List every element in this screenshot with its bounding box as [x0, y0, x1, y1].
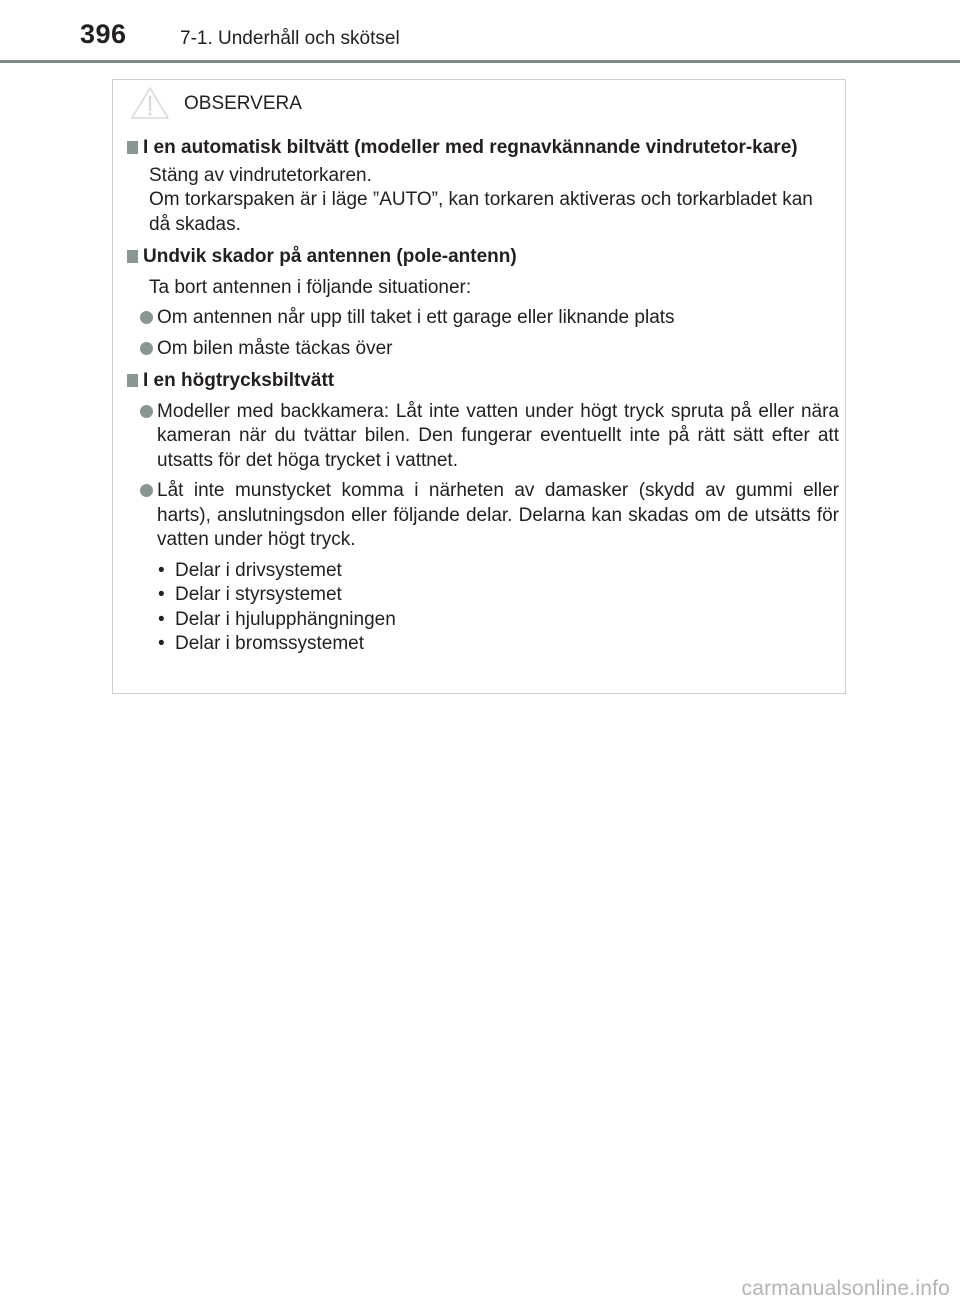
list-item: Modeller med backkamera: Låt inte vatten under högt tryck spruta på eller nära kameran när du tvättar bilen. Den fungerar eventuellt inte på rätt sätt efter att utsatts för det höga trycket i vattnet. — [127, 400, 839, 474]
section-heading: I en automatisk biltvätt (modeller med regnavkännande vindrutetor-kare) — [127, 136, 839, 161]
paragraph: Ta bort antennen i följande situationer: — [149, 276, 472, 298]
header-rule — [0, 60, 960, 63]
section-antenna — [127, 245, 839, 361]
section-car-wash — [127, 136, 839, 237]
notice-title: OBSERVERA — [184, 93, 302, 114]
sub-list-item: • Delar i styrsystemet — [158, 584, 342, 605]
list-item: Låt inte munstycket komma i närheten av damasker (skydd av gummi eller harts), anslutningsdon eller följande delar. Delarna kan skadas om de utsätts för vatten under högt tryck. — [127, 479, 839, 553]
sub-list-item: • Delar i bromssystemet — [158, 633, 364, 654]
notice-box — [112, 79, 846, 694]
list-item: Om bilen måste täckas över — [127, 337, 839, 362]
notice-body — [127, 136, 839, 662]
square-bullet-icon — [127, 374, 138, 387]
square-bullet-icon — [127, 141, 138, 154]
round-bullet-icon — [140, 484, 153, 497]
chapter-title: 7-1. Underhåll och skötsel — [180, 28, 400, 49]
list-item: Om antennen når upp till taket i ett garage eller liknande plats — [127, 306, 839, 331]
sub-list-item: • Delar i hjulupphängningen — [158, 608, 396, 630]
section-heading: I en högtrycksbiltvätt — [127, 369, 839, 394]
warning-triangle-icon — [130, 86, 170, 120]
page-number: 396 — [80, 19, 127, 49]
section-high-pressure-wash — [127, 369, 839, 657]
square-bullet-icon — [127, 250, 138, 263]
round-bullet-icon — [140, 342, 153, 355]
round-bullet-icon — [140, 405, 153, 418]
paragraph: Om torkarspaken är i läge ”AUTO”, kan torkaren aktiveras och torkarbladet kan då skadas. — [149, 189, 813, 235]
sub-list-item: • Delar i drivsystemet — [158, 559, 342, 581]
watermark: carmanualsonline.info — [741, 1277, 950, 1300]
section-heading: Undvik skador på antennen (pole-antenn) — [127, 245, 839, 270]
round-bullet-icon — [140, 311, 153, 324]
paragraph: Stäng av vindrutetorkaren. — [149, 164, 372, 186]
page-header — [0, 0, 960, 62]
sub-list — [127, 559, 839, 657]
